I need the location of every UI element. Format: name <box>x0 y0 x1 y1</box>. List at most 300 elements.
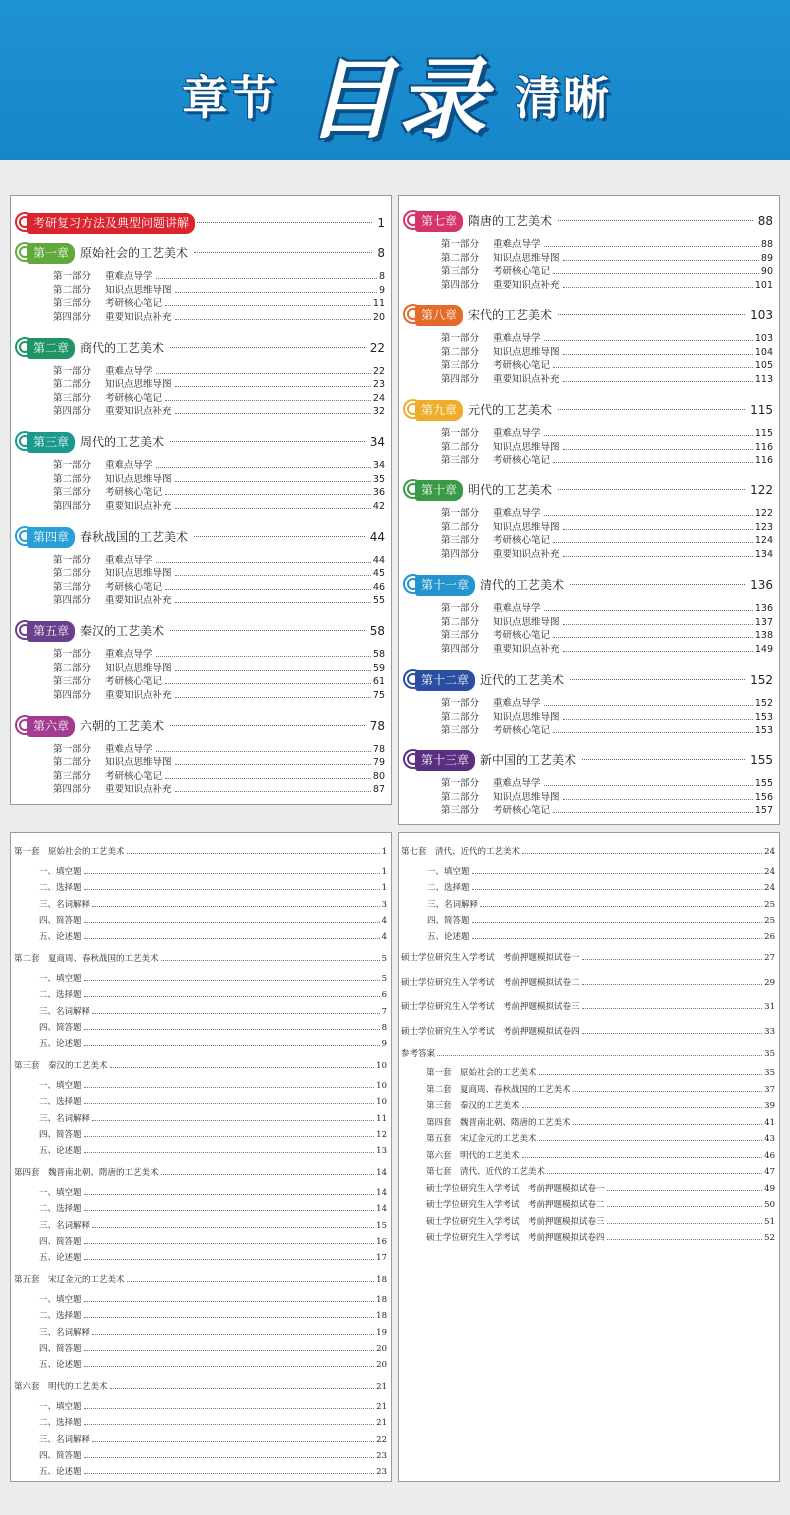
question-type-page: 4 <box>381 915 387 926</box>
section-page: 116 <box>754 455 773 466</box>
header-banner <box>0 0 790 160</box>
question-type <box>427 881 775 895</box>
section-number: 第三部分 <box>441 630 480 641</box>
leader-dots <box>175 764 371 765</box>
question-type <box>39 898 387 912</box>
chapter-label: 第五章 <box>27 621 75 642</box>
leader-dots <box>84 1473 374 1474</box>
answer-item <box>426 1198 775 1212</box>
question-type-title: 二、选择题 <box>39 1418 82 1429</box>
section-entry <box>441 265 773 278</box>
question-type <box>39 1235 387 1249</box>
section-title: 考研核心笔记 <box>105 675 165 688</box>
answer-item <box>426 1231 775 1245</box>
question-type-page: 18 <box>376 1311 387 1322</box>
answers-entry <box>401 1047 775 1061</box>
question-type-page: 21 <box>376 1402 387 1412</box>
chapter-page: 136 <box>747 575 773 596</box>
set-entry <box>14 1380 387 1394</box>
section-number: 第二部分 <box>441 252 480 264</box>
leader-dots <box>156 278 377 279</box>
question-type-title: 二、选择题 <box>39 1097 82 1108</box>
chapter-page: 122 <box>747 480 773 501</box>
leader-dots <box>84 1317 374 1318</box>
question-type-title: 一、填空题 <box>39 1188 82 1198</box>
question-type <box>39 1095 387 1109</box>
answer-item-title: 第二套 夏商周、春秋战国的工艺美术 <box>426 1084 571 1095</box>
question-type <box>39 930 387 944</box>
leader-dots <box>472 938 762 939</box>
leader-dots <box>84 1087 374 1088</box>
section-title: 重难点导学 <box>105 365 156 378</box>
question-type-title: 五、论述题 <box>427 932 470 943</box>
set-entry <box>14 1273 387 1287</box>
section-page: 122 <box>754 508 773 519</box>
question-type <box>39 1128 387 1142</box>
question-type-title: 四、简答题 <box>39 1236 82 1247</box>
section-page: 87 <box>372 784 385 795</box>
leader-dots <box>558 489 745 490</box>
chapter-entry <box>401 397 773 423</box>
section-number: 第一部分 <box>441 428 480 439</box>
leader-dots <box>194 536 365 537</box>
leader-dots <box>175 670 371 671</box>
leader-dots <box>539 1074 762 1075</box>
answer-item <box>426 1149 775 1163</box>
section-number: 第二部分 <box>441 441 480 453</box>
section-title: 知识点思维导图 <box>493 252 563 265</box>
chapter-entry <box>13 618 385 644</box>
section-entry <box>53 297 385 310</box>
chapters-panel-left <box>10 195 392 805</box>
section-title: 考研核心笔记 <box>105 486 165 499</box>
section-page: 9 <box>378 284 385 296</box>
leader-dots <box>522 1157 762 1158</box>
leader-dots <box>553 637 753 638</box>
chapter-label: 第九章 <box>415 400 463 421</box>
section-page: 22 <box>372 365 385 377</box>
leader-dots <box>553 273 759 274</box>
section-title: 考研核心笔记 <box>105 297 165 310</box>
section-page: 8 <box>378 271 385 282</box>
section-page: 46 <box>372 581 385 593</box>
section-page: 79 <box>372 757 385 768</box>
answer-item-page: 46 <box>764 1150 775 1161</box>
set-entry-title: 第一套 原始社会的工艺美术 <box>14 847 125 857</box>
answer-item <box>426 1083 775 1097</box>
section-number: 第三部分 <box>53 392 92 404</box>
leader-dots <box>156 467 371 468</box>
section-title: 考研核心笔记 <box>493 534 553 547</box>
leader-dots <box>175 319 371 320</box>
section-entry <box>441 724 773 737</box>
set-entry <box>401 845 775 859</box>
section-page: 23 <box>372 379 385 390</box>
section-page: 123 <box>754 521 773 533</box>
section-entry <box>441 454 773 467</box>
question-type-page: 12 <box>376 1129 387 1140</box>
section-entry <box>441 521 773 534</box>
leader-dots <box>607 1206 762 1207</box>
question-type <box>39 1202 387 1216</box>
question-type-title: 二、选择题 <box>39 1311 82 1322</box>
leader-dots <box>175 481 371 482</box>
exercises-panel-left <box>10 832 392 1482</box>
question-type <box>39 1342 387 1356</box>
leader-dots <box>92 906 380 907</box>
chapter-label: 第四章 <box>27 527 75 548</box>
section-entry <box>441 777 773 790</box>
mock-exam-entry-title: 硕士学位研究生入学考试 考前押题模拟试卷二 <box>401 977 580 988</box>
section-number: 第二部分 <box>441 521 480 533</box>
leader-dots <box>544 246 759 247</box>
question-type-title: 二、选择题 <box>39 883 82 894</box>
chapter-page: 103 <box>747 305 773 326</box>
answer-item-page: 49 <box>764 1183 775 1194</box>
section-entry <box>441 252 773 265</box>
question-type-title: 五、论述题 <box>39 1253 82 1264</box>
section-entry <box>441 791 773 804</box>
section-page: 138 <box>754 630 773 641</box>
leader-dots <box>175 575 371 576</box>
section-page: 35 <box>372 473 385 485</box>
question-type-title: 三、名词解释 <box>39 1220 91 1231</box>
leader-dots <box>544 785 753 786</box>
answer-item-page: 50 <box>764 1200 775 1210</box>
chapter-title: 六朝的工艺美术 <box>80 716 168 737</box>
section-title: 重难点导学 <box>493 602 544 615</box>
leader-dots <box>84 1350 374 1351</box>
chapter-title: 原始社会的工艺美术 <box>80 243 192 264</box>
section-title: 知识点思维导图 <box>105 284 175 297</box>
section-title: 知识点思维导图 <box>493 346 563 359</box>
section-title: 重难点导学 <box>493 238 544 251</box>
leader-dots <box>197 222 372 223</box>
leader-dots <box>194 252 372 253</box>
leader-dots <box>472 873 762 874</box>
section-number: 第三部分 <box>53 581 92 593</box>
question-type-page: 25 <box>764 915 775 926</box>
question-type-title: 一、填空题 <box>39 1402 82 1412</box>
section-entry <box>441 238 773 251</box>
chapter-page: 34 <box>367 432 385 453</box>
set-entry-page: 10 <box>376 1061 387 1071</box>
section-entry <box>53 378 385 391</box>
question-type-title: 二、选择题 <box>39 990 82 1001</box>
question-type-title: 四、简答题 <box>39 915 82 926</box>
question-type <box>39 1326 387 1340</box>
question-type <box>39 1219 387 1233</box>
section-title: 考研核心笔记 <box>493 359 553 372</box>
leader-dots <box>127 1281 374 1282</box>
leader-dots <box>547 1173 762 1174</box>
section-entry <box>53 554 385 567</box>
section-entry <box>53 675 385 688</box>
section-page: 153 <box>754 725 773 736</box>
leader-dots <box>563 354 753 355</box>
section-page: 105 <box>754 360 773 371</box>
answer-item <box>426 1066 775 1080</box>
question-type <box>39 1465 387 1479</box>
chapter-entry <box>401 572 773 598</box>
leader-dots <box>165 305 371 306</box>
leader-dots <box>156 751 371 752</box>
intro-entry <box>13 210 385 236</box>
section-number: 第一部分 <box>441 508 480 519</box>
question-type-title: 四、简答题 <box>39 1022 82 1033</box>
question-type-title: 四、简答题 <box>39 1343 82 1354</box>
answer-item-title: 第七套 清代、近代的工艺美术 <box>426 1167 546 1177</box>
section-page: 149 <box>754 643 773 655</box>
chapter-label: 第十一章 <box>415 575 475 596</box>
answer-item-title: 硕士学位研究生入学考试 考前押题模拟试卷二 <box>426 1200 605 1210</box>
section-entry <box>441 332 773 345</box>
section-page: 136 <box>754 603 773 614</box>
question-type-title: 三、名词解释 <box>39 1006 91 1017</box>
set-entry-page: 14 <box>376 1168 387 1178</box>
chapter-entry <box>401 477 773 503</box>
section-entry <box>53 500 385 513</box>
leader-dots <box>84 938 380 939</box>
chapter-entry <box>13 524 385 550</box>
leader-dots <box>84 980 380 981</box>
leader-dots <box>92 1227 374 1228</box>
leader-dots <box>607 1190 762 1191</box>
leader-dots <box>544 705 753 706</box>
section-page: 55 <box>372 595 385 606</box>
chapter-title: 明代的工艺美术 <box>468 480 556 501</box>
leader-dots <box>558 220 753 221</box>
question-type-page: 11 <box>376 1113 387 1124</box>
chapter-title: 商代的工艺美术 <box>80 338 168 359</box>
section-entry <box>441 441 773 454</box>
section-page: 113 <box>754 373 773 385</box>
leader-dots <box>165 494 371 495</box>
leader-dots <box>553 732 753 733</box>
section-number: 第四部分 <box>53 500 92 512</box>
leader-dots <box>563 719 753 720</box>
section-number: 第三部分 <box>441 725 480 736</box>
leader-dots <box>110 1067 374 1068</box>
chapter-title: 清代的工艺美术 <box>480 575 568 596</box>
chapter-page: 8 <box>374 243 385 264</box>
section-number: 第一部分 <box>53 365 92 377</box>
question-type-page: 4 <box>381 932 387 943</box>
leader-dots <box>165 589 371 590</box>
set-entry-title: 第五套 宋辽金元的工艺美术 <box>14 1275 125 1285</box>
answer-item-title: 硕士学位研究生入学考试 考前押题模拟试卷三 <box>426 1216 605 1227</box>
leader-dots <box>84 873 380 874</box>
section-number: 第一部分 <box>441 698 480 709</box>
leader-dots <box>582 1008 762 1009</box>
section-number: 第四部分 <box>53 689 92 701</box>
section-entry <box>441 427 773 440</box>
leader-dots <box>165 683 371 684</box>
leader-dots <box>553 812 753 813</box>
question-type <box>39 1358 387 1372</box>
question-type-page: 26 <box>764 932 775 943</box>
leader-dots <box>553 367 753 368</box>
set-entry-title: 第三套 秦汉的工艺美术 <box>14 1061 108 1071</box>
section-entry <box>53 770 385 783</box>
question-type-page: 14 <box>376 1204 387 1215</box>
section-title: 重难点导学 <box>105 743 156 756</box>
section-page: 24 <box>372 392 385 404</box>
section-title: 知识点思维导图 <box>105 567 175 580</box>
set-entry-page: 21 <box>376 1382 387 1392</box>
leader-dots <box>84 1259 374 1260</box>
section-page: 36 <box>372 487 385 498</box>
question-type-page: 6 <box>381 990 387 1001</box>
question-type-title: 四、简答题 <box>39 1450 82 1461</box>
section-title: 重难点导学 <box>493 777 544 790</box>
section-title: 重要知识点补充 <box>493 279 563 292</box>
answer-item-page: 37 <box>764 1084 775 1095</box>
section-title: 重难点导学 <box>105 270 156 283</box>
leader-dots <box>563 260 759 261</box>
question-type-page: 17 <box>376 1253 387 1264</box>
section-page: 153 <box>754 711 773 723</box>
question-type-title: 四、简答题 <box>427 915 470 926</box>
chapter-entry <box>13 713 385 739</box>
section-title: 重难点导学 <box>493 507 544 520</box>
answer-item-page: 35 <box>764 1068 775 1078</box>
mock-exam-entry-title: 硕士学位研究生入学考试 考前押题模拟试卷四 <box>401 1026 580 1037</box>
question-type-page: 24 <box>764 883 775 894</box>
answer-item-title: 硕士学位研究生入学考试 考前押题模拟试卷四 <box>426 1233 605 1243</box>
set-entry-page: 18 <box>376 1275 387 1285</box>
chapter-label: 第十章 <box>415 480 463 501</box>
section-page: 58 <box>372 649 385 660</box>
section-page: 80 <box>372 770 385 782</box>
leader-dots <box>544 610 753 611</box>
answer-item-page: 43 <box>764 1134 775 1144</box>
leader-dots <box>84 996 380 997</box>
question-type-page: 13 <box>376 1146 387 1157</box>
section-number: 第三部分 <box>53 676 92 687</box>
section-number: 第三部分 <box>441 805 480 816</box>
chapter-title: 元代的工艺美术 <box>468 400 556 421</box>
section-page: 156 <box>754 791 773 803</box>
section-number: 第四部分 <box>53 406 92 417</box>
section-title: 重要知识点补充 <box>105 783 175 796</box>
section-title: 重要知识点补充 <box>105 311 175 324</box>
set-entry-title: 第七套 清代、近代的工艺美术 <box>401 847 521 857</box>
section-number: 第三部分 <box>441 535 480 546</box>
section-title: 考研核心笔记 <box>105 770 165 783</box>
question-type-page: 5 <box>381 974 387 984</box>
section-title: 重难点导学 <box>105 648 156 661</box>
leader-dots <box>563 381 753 382</box>
section-entry <box>53 567 385 580</box>
mock-exam-entry-title: 硕士学位研究生入学考试 考前押题模拟试卷一 <box>401 953 580 963</box>
section-number: 第一部分 <box>441 333 480 344</box>
section-entry <box>53 284 385 297</box>
question-type-title: 一、填空题 <box>39 1081 82 1091</box>
question-type <box>39 1079 387 1093</box>
leader-dots <box>522 1107 762 1108</box>
leader-dots <box>558 314 745 315</box>
leader-dots <box>582 984 762 985</box>
section-number: 第二部分 <box>53 568 92 579</box>
leader-dots <box>175 791 371 792</box>
question-type-page: 8 <box>381 1022 387 1033</box>
section-number: 第三部分 <box>441 360 480 371</box>
leader-dots <box>84 1152 374 1153</box>
chapters-panel-right <box>398 195 780 825</box>
question-type <box>427 914 775 928</box>
chapter-label: 第十三章 <box>415 750 475 771</box>
chapter-label: 第一章 <box>27 243 75 264</box>
chapter-title: 新中国的工艺美术 <box>480 750 580 771</box>
chapter-title: 隋唐的工艺美术 <box>468 211 556 232</box>
chapter-entry <box>401 302 773 328</box>
leader-dots <box>84 1210 374 1211</box>
question-type-title: 三、名词解释 <box>427 899 479 910</box>
section-page: 45 <box>372 568 385 579</box>
leader-dots <box>84 1457 374 1458</box>
leader-dots <box>110 1388 374 1389</box>
section-title: 重要知识点补充 <box>493 373 563 386</box>
banner-word-middle: 目录 <box>306 48 491 151</box>
answer-item-title: 第一套 原始社会的工艺美术 <box>426 1068 537 1078</box>
section-page: 115 <box>754 428 773 439</box>
question-type-title: 三、名词解释 <box>39 899 91 910</box>
answer-item <box>426 1099 775 1113</box>
section-title: 重难点导学 <box>493 697 544 710</box>
mock-exam-entry-page: 31 <box>764 1002 775 1012</box>
question-type-page: 19 <box>376 1327 387 1338</box>
leader-dots <box>553 542 753 543</box>
leader-dots <box>480 906 762 907</box>
answer-item-title: 第四套 魏晋南北朝、隋唐的工艺美术 <box>426 1117 571 1128</box>
section-page: 152 <box>754 698 773 709</box>
set-entry-title: 第二套 夏商周、春秋战国的工艺美术 <box>14 954 159 964</box>
section-entry <box>53 689 385 702</box>
section-entry <box>441 629 773 642</box>
answer-item-page: 41 <box>764 1117 775 1128</box>
answer-item-page: 39 <box>764 1101 775 1111</box>
leader-dots <box>553 462 753 463</box>
answer-item-title: 第三套 秦汉的工艺美术 <box>426 1101 520 1111</box>
question-type-page: 1 <box>381 867 387 877</box>
question-type-page: 20 <box>376 1360 387 1371</box>
question-type <box>39 1021 387 1035</box>
section-page: 88 <box>760 239 773 250</box>
chapter-entry <box>13 240 385 266</box>
section-page: 104 <box>754 346 773 358</box>
question-type <box>39 1293 387 1307</box>
banner-word-right: 清晰 <box>515 71 611 125</box>
section-number: 第二部分 <box>53 284 92 296</box>
leader-dots <box>84 1366 374 1367</box>
question-type-title: 五、论述题 <box>39 1039 82 1050</box>
section-number: 第二部分 <box>53 473 92 485</box>
section-page: 20 <box>372 311 385 323</box>
section-number: 第一部分 <box>53 743 92 755</box>
section-number: 第一部分 <box>53 271 92 282</box>
leader-dots <box>570 679 745 680</box>
section-number: 第一部分 <box>53 460 92 471</box>
section-entry <box>53 405 385 418</box>
question-type <box>39 1400 387 1414</box>
question-type-title: 一、填空题 <box>427 867 470 877</box>
leader-dots <box>170 347 365 348</box>
exercises-panel-right <box>398 832 780 1482</box>
leader-dots <box>539 1140 762 1141</box>
leader-dots <box>175 602 371 603</box>
section-entry <box>53 581 385 594</box>
